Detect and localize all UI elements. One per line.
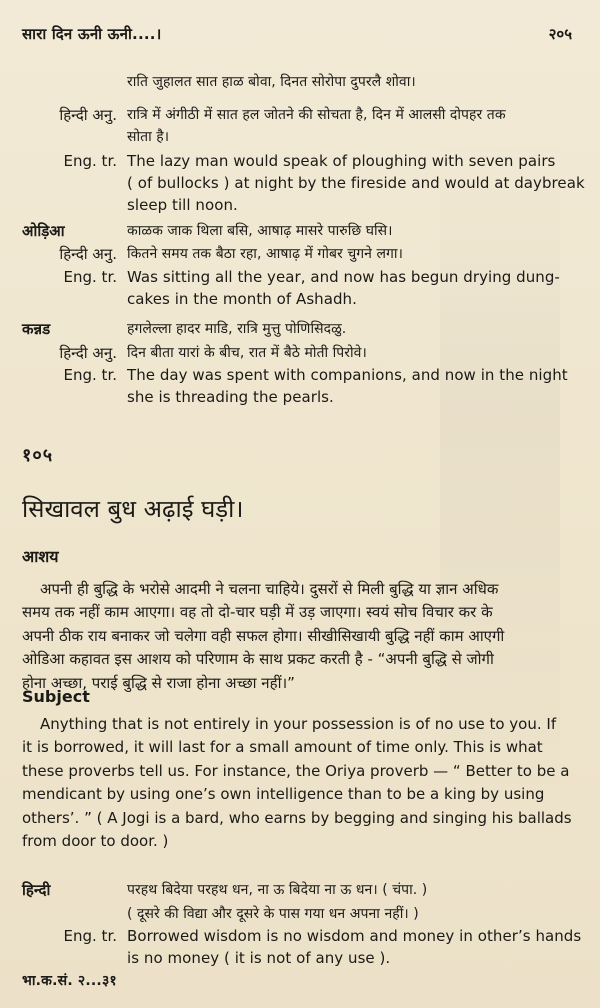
odia-eng-label: Eng. tr.	[63, 268, 117, 286]
page-header	[22, 24, 578, 44]
odia-eng-line-1: Was sitting all the year, and now has begun drying dung-	[127, 268, 560, 286]
hindi-eng-label: Eng. tr.	[63, 927, 117, 945]
kannada-eng-line-1: The day was spent with companions, and now in the night	[127, 366, 568, 384]
ashay-line-2: समय तक नहीं काम आएगा। वह तो दो-चार घड़ी में उड़ जाएगा। स्वयं सोच विचार कर के	[22, 603, 493, 622]
top-entry-verse: राति जुहालत सात हाळ बोवा, दिनत सोरोपा दुपरलै शोवा।	[127, 74, 416, 90]
top-entry-eng-text	[127, 150, 585, 216]
hindi-language-label: हिन्दी	[22, 881, 51, 899]
ashay-line-1: अपनी ही बुद्धि के भरोसे आदमी ने चलना चाहिये। दुसरों से मिली बुद्धि या ज्ञान अधिक	[40, 580, 499, 598]
proverb-title: सिखावल बुध अढ़ाई घड़ी।	[22, 495, 244, 523]
top-entry-eng-line-3: sleep till noon.	[127, 196, 238, 214]
odia-entry-verse: काळक जाक थिला बसि, आषाढ़ मासरे पारुछि घसि।	[127, 223, 393, 239]
subject-line-5: others’. ” ( A Jogi is a bard, who earns by begging and singing his ballads	[22, 808, 572, 827]
subject-line-4: mendicant by using one’s own intelligence than to be a king by using	[22, 785, 545, 804]
running-title: सारा दिन ऊनी ऊनी....।	[22, 25, 162, 43]
odia-language-label: ओड़िआ	[22, 222, 65, 240]
top-entry-eng-line-2: ( of bullocks ) at night by the fireside and would at daybreak	[127, 174, 585, 192]
top-entry-hindi-text	[127, 104, 582, 148]
odia-hindi-text: कितने समय तक बैठा रहा, आषाढ़ में गोबर चुगने लगा।	[127, 246, 403, 262]
ashay-line-4: ओडिआ कहावत इस आशय को परिणाम के साथ प्रकट करती है - “अपनी बुद्धि से जोगी	[22, 650, 494, 669]
kannada-entry-verse: हगलेल्ला हादर माडि, रात्रि मुत्तु पोणिसिदळु.	[127, 321, 347, 337]
page-number: २०५	[548, 25, 572, 43]
hindi-entry-gloss: ( दूसरे की विद्या और दूसरे के पास गया धन अपना नहीं। )	[127, 906, 419, 922]
kannada-eng-label: Eng. tr.	[63, 366, 117, 384]
top-entry-eng-line-1: The lazy man would speak of ploughing with seven pairs	[127, 152, 556, 170]
kannada-hindi-text: दिन बीता यारां के बीच, रात में बैठे मोती पिरोवे।	[127, 345, 367, 361]
subject-line-3: these proverbs tell us. For instance, the Oriya proverb — “ Better to be a	[22, 761, 570, 780]
odia-hindi-label: हिन्दी अनु.	[59, 245, 117, 263]
ashay-paragraph	[22, 578, 582, 695]
top-entry-hindi-label: हिन्दी अनु.	[59, 106, 117, 124]
hindi-entry-verse: परहथ बिदेया परहथ धन, ना ऊ बिदेया ना ऊ धन। ( चंपा. )	[127, 882, 428, 898]
kannada-language-label: कन्नड	[22, 320, 51, 338]
hindi-eng-line-1: Borrowed wisdom is no wisdom and money in other’s hands	[127, 927, 582, 945]
proverb-number: १०५	[22, 445, 54, 466]
ashay-heading: आशय	[22, 547, 59, 566]
ashay-line-5: होना अच्छा, पराई बुद्धि से राजा होना अच्छा नहीं।”	[22, 673, 295, 692]
odia-eng-line-2: cakes in the month of Ashadh.	[127, 290, 357, 308]
subject-paragraph	[22, 713, 582, 853]
top-entry-hindi-line-2: सोता है।	[127, 129, 170, 145]
kannada-hindi-label: हिन्दी अनु.	[59, 344, 117, 362]
kannada-eng-text	[127, 364, 582, 408]
top-entry-eng-label: Eng. tr.	[63, 152, 117, 170]
ashay-line-3: अपनी ठीक राय बनाकर जो चलेगा वही सफल होगा। सीखीसिखायी बुद्धि नहीं काम आएगी	[22, 626, 505, 645]
page-footer-signature: भा.क.सं. २...३१	[22, 973, 117, 989]
subject-line-1: Anything that is not entirely in your possession is of no use to you. If	[40, 715, 557, 733]
hindi-eng-text	[127, 925, 582, 969]
hindi-eng-line-2: is no money ( it is not of any use ).	[127, 949, 391, 967]
odia-eng-text	[127, 266, 582, 310]
subject-line-6: from door to door. )	[22, 832, 169, 851]
subject-line-2: it is borrowed, it will last for a small amount of time only. This is what	[22, 738, 543, 757]
subject-heading: Subject	[22, 687, 90, 706]
kannada-eng-line-2: she is threading the pearls.	[127, 388, 334, 406]
top-entry-hindi-line-1: रात्रि में अंगीठी में सात हल जोतने की सोचता है, दिन में आलसी दोपहर तक	[127, 107, 506, 123]
